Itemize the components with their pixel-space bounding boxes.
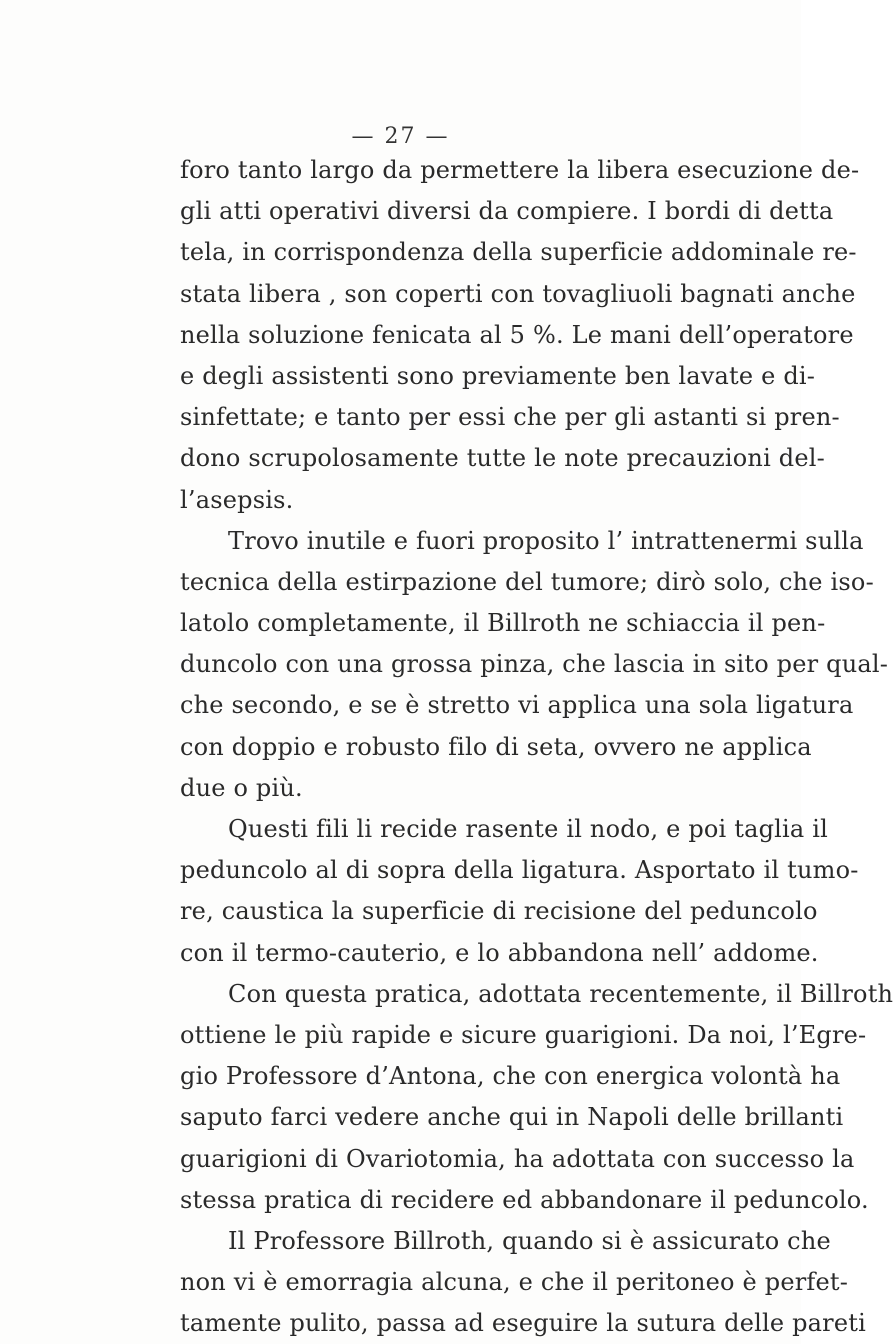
text-line: ottiene le più rapide e sicure guarigioni. Da noi, l’Egre-: [180, 1020, 867, 1049]
text-line: l’asepsis.: [180, 485, 294, 514]
text-line: tecnica della estirpazione del tumore; dirò solo, che iso-: [180, 567, 874, 596]
page-number: — 27 —: [351, 124, 450, 149]
text-line: tela, in corrispondenza della superficie addominale re-: [180, 238, 857, 267]
text-line: Il Professore Billroth, quando si è assicurato che: [228, 1226, 831, 1255]
text-line: due o più.: [180, 773, 303, 802]
text-line: Con questa pratica, adottata recentemente, il Billroth: [228, 979, 893, 1008]
text-line: non vi è emorragia alcuna, e che il peritoneo è perfet-: [180, 1268, 849, 1297]
text-line: guarigioni di Ovariotomia, ha adottata con successo la: [180, 1144, 855, 1173]
text-line: duncolo con una grossa pinza, che lascia in sito per qual-: [180, 650, 889, 679]
body-text: [180, 150, 893, 1344]
text-line: Trovo inutile e fuori proposito l’ intrattenermi sulla: [228, 526, 864, 555]
text-line: tamente pulito, passa ad eseguire la sutura delle pareti: [180, 1309, 866, 1338]
text-line: stata libera , son coperti con tovagliuoli bagnati anche: [180, 279, 856, 308]
text-line: re, caustica la superficie di recisione del peduncolo: [180, 897, 818, 926]
text-line: con il termo-cauterio, e lo abbandona nell’ addome.: [180, 938, 819, 967]
text-line: dono scrupolosamente tutte le note precauzioni del-: [180, 444, 825, 473]
text-line: latolo completamente, il Billroth ne schiaccia il pen-: [180, 609, 826, 638]
text-line: Questi fili li recide rasente il nodo, e poi taglia il: [228, 815, 829, 843]
text-line: saputo farci vedere anche qui in Napoli delle brillanti: [180, 1103, 844, 1132]
text-line: foro tanto largo da permettere la libera esecuzione de-: [180, 156, 860, 184]
text-line: che secondo, e se è stretto vi applica una sola ligatura: [180, 691, 854, 720]
text-line: gli atti operativi diversi da compiere. I bordi di detta: [180, 197, 834, 226]
text-line: sinfettate; e tanto per essi che per gli astanti si pren-: [180, 403, 840, 432]
text-line: peduncolo al di sopra della ligatura. Asportato il tumo-: [180, 856, 859, 885]
text-line: stessa pratica di recidere ed abbandonare il peduncolo.: [180, 1185, 869, 1214]
text-line: e degli assistenti sono previamente ben lavate e di-: [180, 361, 816, 390]
text-line: nella soluzione fenicata al 5 %. Le mani dell’operatore: [180, 320, 854, 349]
text-line: con doppio e robusto filo di seta, ovvero ne applica: [180, 732, 812, 761]
text-line: gio Professore d’Antona, che con energica volontà ha: [180, 1062, 841, 1091]
